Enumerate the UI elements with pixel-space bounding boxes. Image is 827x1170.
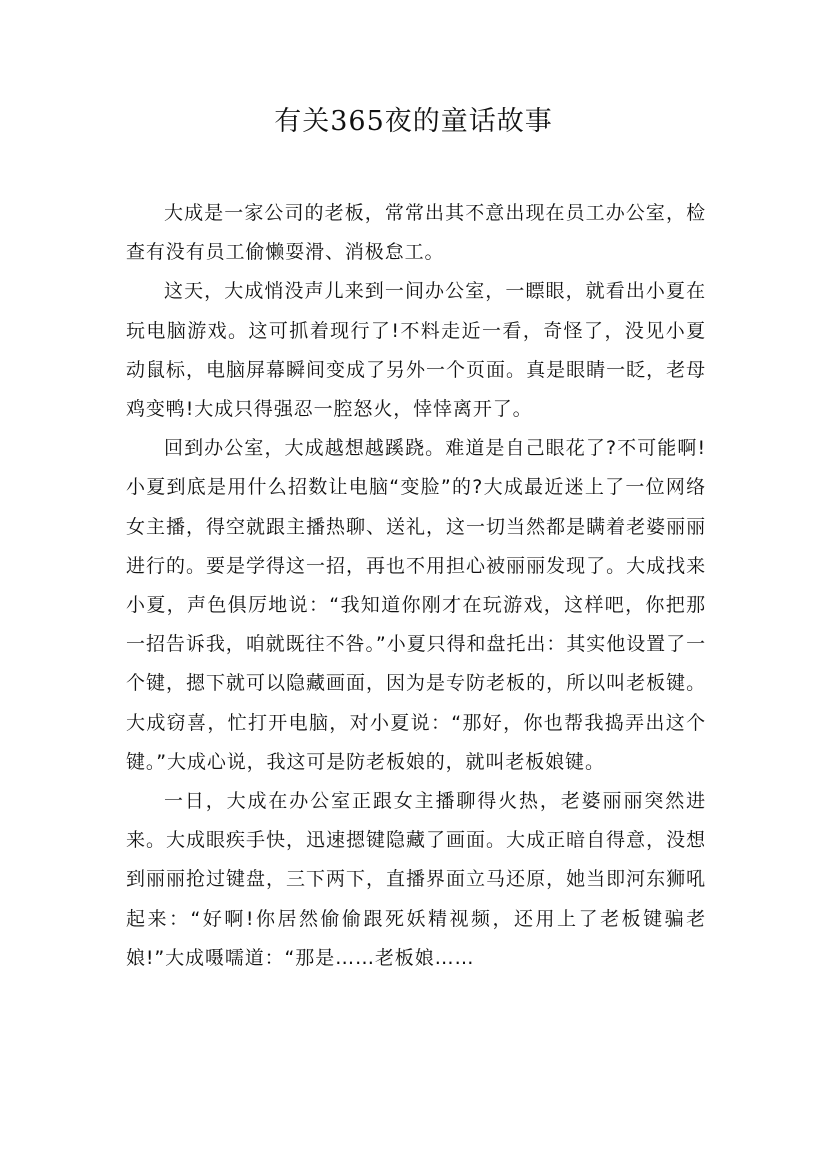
paragraph: 回到办公室，大成越想越蹊跷。难道是自己眼花了?不可能啊!小夏到底是用什么招数让电脑“变脸”的?大成最近迷上了一位网络女主播，得空就跟主播热聊、送礼，这一切当然都是瞒着老婆丽丽进行的。要是学得这一招，再也不用担心被丽丽发现了。大成找来小夏，声色俱厉地说：“我知道你刚才在玩游戏，这样吧，你把那一招告诉我，咱就既往不咎。”小夏只得和盘托出：其实他设置了一个键，摁下就可以隐藏画面，因为是专防老板的，所以叫老板键。大成窃喜，忙打开电脑，对小夏说：“那好，你也帮我捣弄出这个键。”大成心说，我这可是防老板娘的，就叫老板娘键。	[126, 437, 706, 773]
story-body	[126, 194, 706, 978]
page-title: 有关365夜的童话故事	[274, 106, 553, 137]
paragraph: 这天，大成悄没声儿来到一间办公室，一瞟眼，就看出小夏在玩电脑游戏。这可抓着现行了!不料走近一看，奇怪了，没见小夏动鼠标，电脑屏幕瞬间变成了另外一个页面。真是眼睛一眨，老母鸡变鸭!大成只得强忍一腔怒火，悻悻离开了。	[126, 280, 706, 421]
paragraph: 一日，大成在办公室正跟女主播聊得火热，老婆丽丽突然进来。大成眼疾手快，迅速摁键隐藏了画面。大成正暗自得意，没想到丽丽抢过键盘，三下两下，直播界面立马还原，她当即河东狮吼起来：“好啊!你居然偷偷跟死妖精视频，还用上了老板键骗老娘!”大成嗫嚅道：“那是……老板娘……	[126, 790, 706, 969]
paragraph: 大成是一家公司的老板，常常出其不意出现在员工办公室，检查有没有员工偷懒耍滑、消极怠工。	[126, 202, 706, 264]
